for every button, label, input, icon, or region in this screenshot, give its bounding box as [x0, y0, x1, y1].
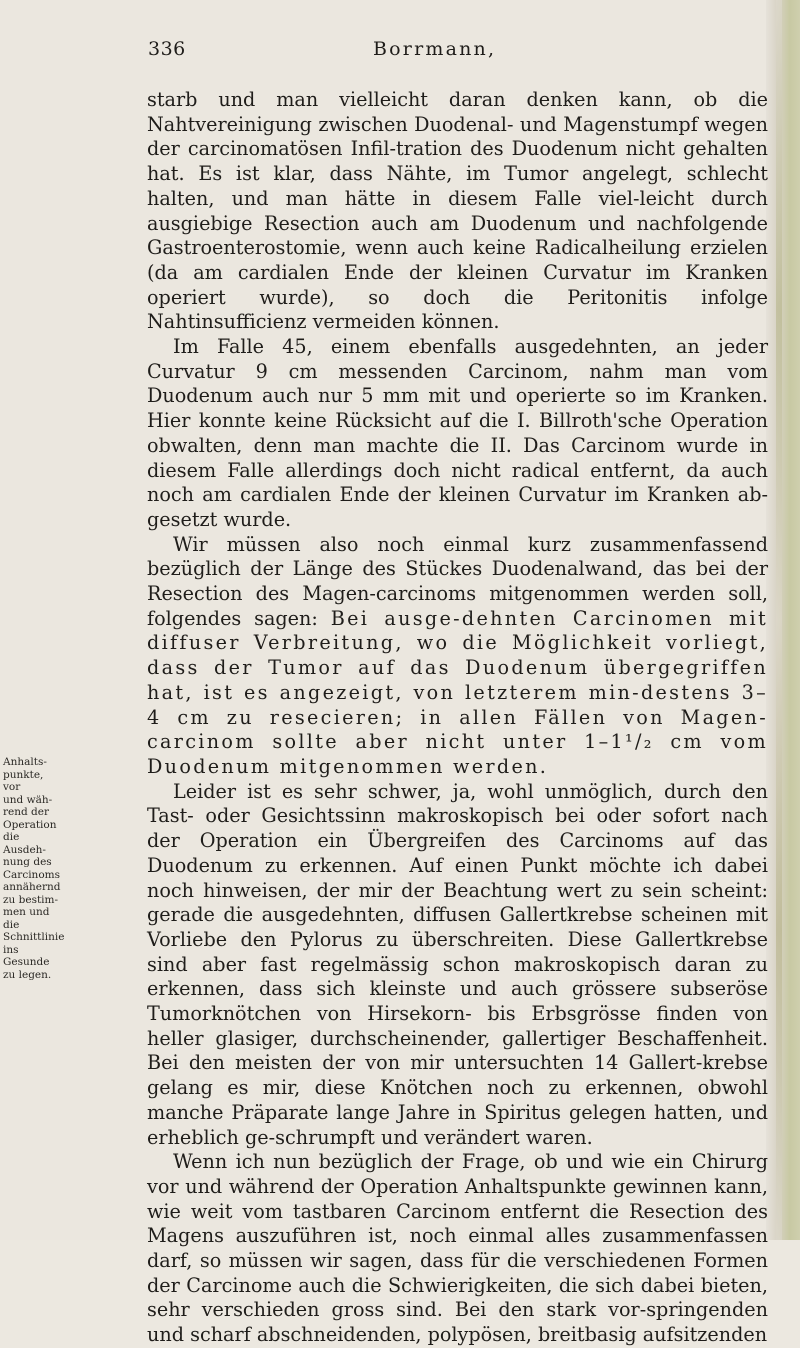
paragraph-1: starb und man vielleicht daran denken kann, ob die Nahtvereinigung zwischen Duodenal- und Magenstumpf wegen der carcinomatösen Infil-tration des Duodenum nicht gehalten hat. Es ist klar, dass Nähte, im Tumor angelegt, schlecht halten, und man hätte in diesem Falle viel-leicht durch ausgiebige Resection auch am Duodenum und nachfolgende Gastroenterostomie, wenn auch keine Radicalheilung erzielen (da am cardialen Ende der kleinen Curvatur im Kranken operiert wurde), so doch die Peritonitis infolge Nahtinsufficienz vermeiden können.	[147, 88, 768, 334]
running-head: Borrmann,	[373, 38, 497, 60]
paragraph-3-emphasis: Bei ausge-dehnten Carcinomen mit diffuser Verbreitung, wo die Möglichkeit vorliegt, dass der Tumor auf das Duodenum übergegriffen hat, ist es angezeigt, von letzterem min-destens 3–4 cm zu resecieren; in allen Fällen von Magen-carcinom sollte aber nicht unter 1–1¹/₂ cm vom Duodenum mitgenommen werden.	[147, 606, 768, 778]
paragraph-4: Leider ist es sehr schwer, ja, wohl unmöglich, durch den Tast- oder Gesichtssinn makroskopisch bei oder sofort nach der Operation ein Übergreifen des Carcinoms auf das Duodenum zu erkennen. Auf einen Punkt möchte ich dabei noch hinweisen, der mir der Beachtung wert zu sein scheint: gerade die ausgedehnten, diffusen Gallertkrebse scheinen mit Vorliebe den Pylorus zu überschreiten. Diese Gallertkrebse sind aber fast regelmässig schon makroskopisch daran zu erkennen, dass sich kleinste und auch grössere subseröse Tumorknötchen von Hirsekorn- bis Erbsgrösse finden von heller glasiger, durchscheinender, gallertiger Beschaffenheit. Bei den meisten der von mir untersuchten 14 Gallert-krebse gelang es mir, diese Knötchen noch zu erkennen, obwohl manche Präparate lange Jahre in Spiritus gelegen hatten, und erheblich ge-schrumpft und verändert waren.	[147, 779, 768, 1149]
margin-note: Anhalts- punkte, vor und wäh- rend der Operation die Ausdeh- nung des Carcinoms annähernd zu bestim- men und die Schnittlinie ins Gesunde zu legen.	[3, 756, 65, 981]
page-header	[148, 38, 768, 68]
paragraph-3	[147, 533, 768, 780]
paragraph-2: Im Falle 45, einem ebenfalls ausgedehnten, an jeder Curvatur 9 cm messenden Carcinom, nahm man vom Duodenum auch nur 5 mm mit und operierte so im Kranken. Hier konnte keine Rücksicht auf die I. Billroth'sche Operation obwalten, denn man machte die II. Das Carcinom wurde in diesem Falle allerdings doch nicht radical entfernt, da auch noch am cardialen Ende der kleinen Curvatur im Kranken ab-gesetzt wurde.	[147, 335, 768, 531]
page-number: 336	[148, 38, 186, 60]
body-text	[147, 88, 768, 1348]
paragraph-5: Wenn ich nun bezüglich der Frage, ob und wie ein Chirurg vor und während der Operation Anhaltspunkte gewinnen kann, wie weit vom tastbaren Carcinom entfernt die Resection des Magens auszuführen ist, noch einmal alles zusammenfassen darf, so müssen wir sagen, dass für die verschiedenen Formen der Carcinome auch die Schwierigkeiten, die sich dabei bieten, sehr verschieden gross sind. Bei den stark vor-springenden und scharf abschneidenden, polypösen, breitbasig aufsitzenden	[147, 1150, 768, 1347]
page-edge-strip	[766, 0, 800, 1240]
paragraph-3-text: Wir müssen also noch einmal kurz zusammenfassend bezüglich der Länge des Stückes Duodenalwand, das bei der Resection des Magen-carcinoms mitgenommen werden soll, folgendes sagen:	[147, 532, 768, 630]
